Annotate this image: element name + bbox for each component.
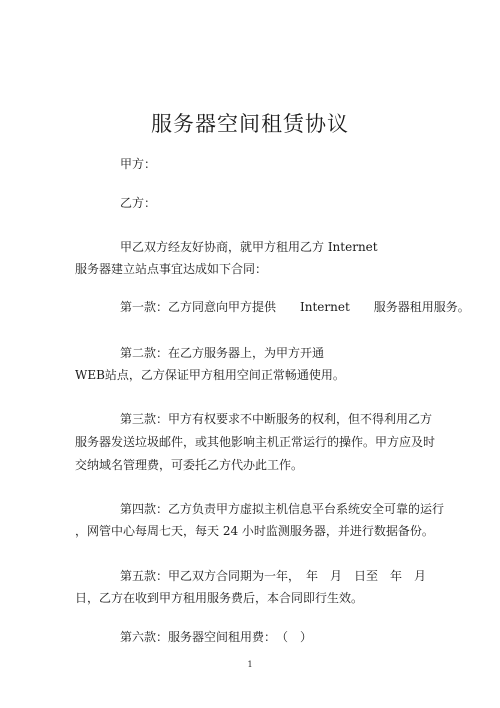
clause-3-line-1: 第三款：甲方有权要求不中断服务的权利，但不得利用乙方: [120, 412, 433, 426]
clause-2-line-1: 第二款：在乙方服务器上，为甲方开通: [120, 346, 325, 360]
clause-2-line-2: WEB站点，乙方保证甲方租用空间正常畅通使用。: [75, 368, 345, 382]
page-number: 1: [247, 660, 253, 669]
clause-3-line-2: 服务器发送垃圾邮件，或其他影响主机正常运行的操作。甲方应及时: [75, 435, 436, 449]
clause-3-line-3: 交纳域名管理费，可委托乙方代办此工作。: [75, 458, 304, 472]
clause-4-line-2: ，网管中心每周七天，每天 24 小时监测服务器，并进行数据备份。: [75, 524, 434, 538]
document-title: 服务器空间租赁协议: [151, 112, 349, 136]
clause-1-line-1: 第一款：乙方同意向甲方提供 Internet 服务器租用服务。: [120, 300, 470, 314]
intro-line-1: 甲乙双方经友好协商，就甲方租用乙方 Internet: [120, 240, 378, 254]
clause-5-line-1: 第五款：甲乙双方合同期为一年， 年 月 日至 年 月: [120, 569, 427, 583]
clause-6-line-1: 第六款：服务器空间租用费： （ ）: [120, 630, 313, 644]
clause-5-line-2: 日，乙方在收到甲方租用服务费后，本合同即行生效。: [75, 591, 364, 605]
party-b-label: 乙方：: [120, 196, 157, 210]
clause-4-line-1: 第四款：乙方负责甲方虚拟主机信息平台系统安全可靠的运行: [120, 502, 445, 516]
intro-line-2: 服务器建立站点事宜达成如下合同：: [75, 262, 268, 276]
party-a-label: 甲方：: [120, 157, 157, 171]
